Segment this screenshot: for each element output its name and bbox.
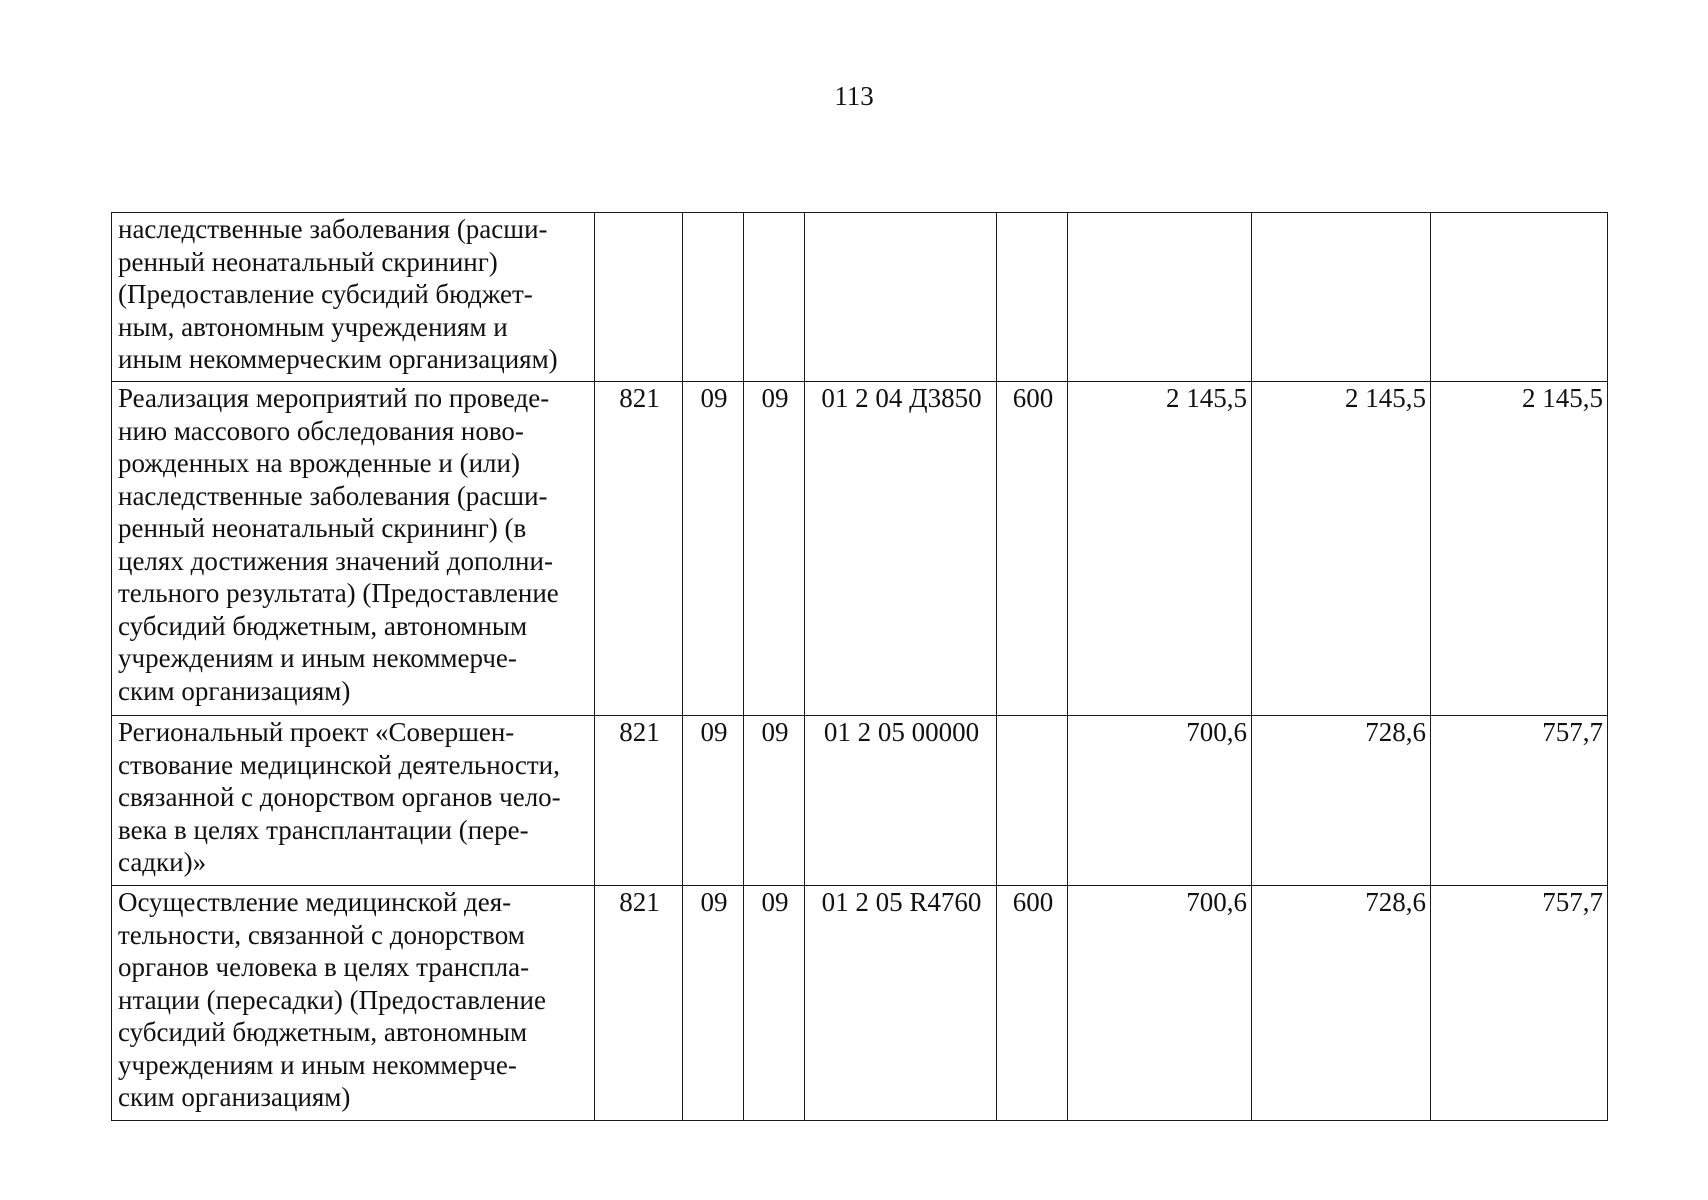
subsection-code-cell: 09 (744, 886, 805, 1121)
amount-year-1-cell: 700,6 (1068, 886, 1252, 1121)
target-article-cell (805, 213, 997, 382)
expense-name-line: ным, автономным учреждениям и (118, 311, 508, 342)
target-article-cell: 01 2 05 00000 (805, 716, 997, 886)
expense-type-cell (997, 213, 1068, 382)
subsection-code-cell: 09 (744, 716, 805, 886)
expense-name-cell (112, 213, 595, 382)
expense-name-line: органов человека в целях транспла- (118, 952, 530, 982)
amount-year-2-cell: 728,6 (1252, 716, 1431, 886)
expense-name-line: (Предоставление субсидий бюджет- (118, 279, 533, 309)
section-code-cell: 09 (683, 716, 744, 886)
expense-name-line: ским организациям) (118, 1082, 351, 1112)
expense-name-line: Региональный проект «Совершен- (118, 717, 515, 747)
expense-name-cell (112, 886, 595, 1121)
expense-name-line: наследственные заболевания (расши- (118, 480, 548, 511)
expense-name-cell (112, 382, 595, 716)
expense-name-line: связанной с донорством органов чело- (118, 782, 561, 812)
table-row (112, 716, 1608, 886)
amount-year-3-cell: 2 145,5 (1431, 382, 1608, 716)
amount-year-2-cell: 2 145,5 (1252, 382, 1431, 716)
ministry-code-cell (595, 213, 683, 382)
budget-table (111, 212, 1608, 1121)
target-article-cell: 01 2 05 R4760 (805, 886, 997, 1121)
expense-name-line: нтации (пересадки) (Предоставление (118, 984, 546, 1015)
expense-name-line: ренный неонатальный скрининг) (в (118, 513, 527, 543)
expense-type-cell: 600 (997, 382, 1068, 716)
expense-name-line: ренный неонатальный скрининг) (118, 246, 498, 277)
amount-year-3-cell: 757,7 (1431, 716, 1608, 886)
subsection-code-cell (744, 213, 805, 382)
table-row (112, 886, 1608, 1121)
expense-name-line: тельного результата) (Предоставление (118, 578, 559, 608)
expense-name-line: учреждениям и иным некоммерче- (118, 643, 517, 673)
section-code-cell: 09 (683, 886, 744, 1121)
page-number: 113 (834, 81, 874, 111)
section-code-cell: 09 (683, 382, 744, 716)
table-row (112, 213, 1608, 382)
amount-year-2-cell (1252, 213, 1431, 382)
expense-name-line: учреждениям и иным некоммерче- (118, 1049, 517, 1080)
subsection-code-cell: 09 (744, 382, 805, 716)
table-body (112, 213, 1608, 1121)
table-row (112, 382, 1608, 716)
expense-name-line: субсидий бюджетным, автономным (118, 1017, 528, 1047)
expense-name-line: тельности, связанной с донорством (118, 919, 525, 950)
expense-name-line: наследственные заболевания (расши- (118, 214, 548, 244)
amount-year-1-cell: 2 145,5 (1068, 382, 1252, 716)
amount-year-3-cell (1431, 213, 1608, 382)
expense-name-line: садки)» (118, 847, 207, 877)
expense-type-cell (997, 716, 1068, 886)
amount-year-1-cell (1068, 213, 1252, 382)
expense-name-line: Осуществление медицинской дея- (118, 887, 512, 917)
expense-name-line: иным некоммерческим организациям) (118, 344, 558, 374)
ministry-code-cell: 821 (595, 886, 683, 1121)
amount-year-2-cell: 728,6 (1252, 886, 1431, 1121)
amount-year-1-cell: 700,6 (1068, 716, 1252, 886)
expense-name-line: нию массового обследования ново- (118, 415, 524, 446)
expense-name-line: ствование медицинской деятельности, (118, 749, 560, 780)
expense-name-line: целях достижения значений дополни- (118, 545, 553, 576)
section-code-cell (683, 213, 744, 382)
amount-year-3-cell: 757,7 (1431, 886, 1608, 1121)
expense-name-cell (112, 716, 595, 886)
target-article-cell: 01 2 04 Д3850 (805, 382, 997, 716)
expense-name-line: века в целях трансплантации (пере- (118, 814, 529, 845)
ministry-code-cell: 821 (595, 382, 683, 716)
ministry-code-cell: 821 (595, 716, 683, 886)
expense-name-line: субсидий бюджетным, автономным (118, 610, 528, 641)
expense-type-cell: 600 (997, 886, 1068, 1121)
expense-name-line: Реализация мероприятий по проведе- (118, 383, 550, 413)
expense-name-line: рожденных на врожденные и (или) (118, 448, 520, 478)
expense-name-line: ским организациям) (118, 675, 351, 706)
